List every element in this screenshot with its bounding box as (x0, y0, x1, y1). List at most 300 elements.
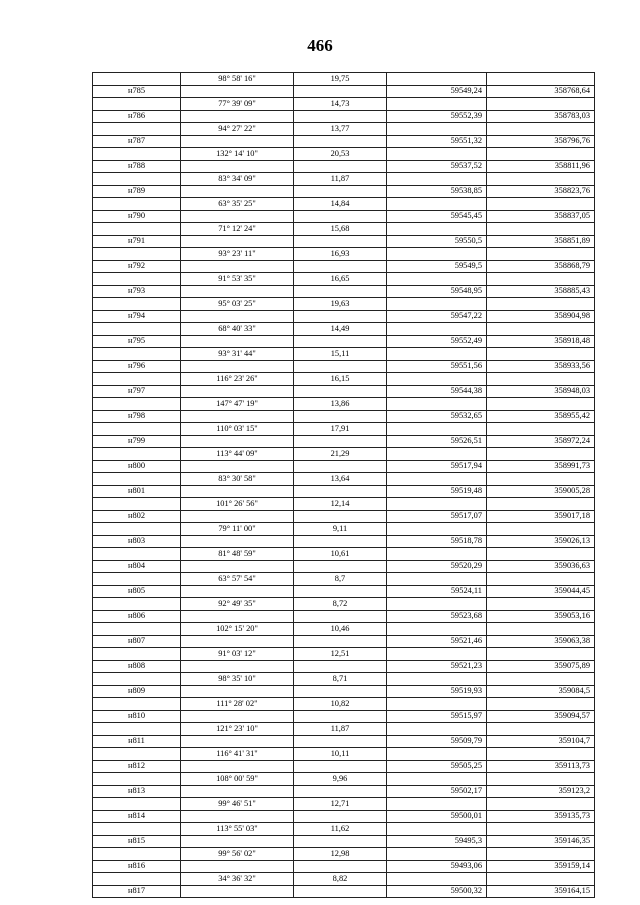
angle-cell: 77° 39' 09" (181, 98, 294, 111)
x-coordinate-cell: 59549,5 (387, 260, 487, 273)
y-cell (487, 748, 595, 761)
point-cell (93, 498, 181, 511)
segment-row (93, 398, 595, 411)
point-cell (93, 248, 181, 261)
point-row (93, 135, 595, 148)
distance-cell: 17,91 (294, 423, 387, 436)
y-cell (487, 548, 595, 561)
x-cell (387, 673, 487, 686)
angle-cell: 91° 53' 35" (181, 273, 294, 286)
x-cell (387, 523, 487, 536)
x-coordinate-cell: 59500,32 (387, 885, 487, 898)
x-cell (387, 573, 487, 586)
angle-cell (181, 735, 294, 748)
y-coordinate-cell: 358868,79 (487, 260, 595, 273)
x-coordinate-cell: 59509,79 (387, 735, 487, 748)
distance-cell (294, 235, 387, 248)
distance-cell (294, 860, 387, 873)
y-cell (487, 398, 595, 411)
x-coordinate-cell: 59547,22 (387, 310, 487, 323)
distance-cell: 15,11 (294, 348, 387, 361)
point-row (93, 85, 595, 98)
angle-cell: 102° 15' 20" (181, 623, 294, 636)
angle-cell: 113° 55' 03" (181, 823, 294, 836)
point-name-cell: н796 (93, 360, 181, 373)
point-cell (93, 773, 181, 786)
angle-cell (181, 410, 294, 423)
point-row (93, 460, 595, 473)
point-cell (93, 473, 181, 486)
point-cell (93, 448, 181, 461)
angle-cell (181, 685, 294, 698)
y-coordinate-cell: 358904,98 (487, 310, 595, 323)
x-cell (387, 473, 487, 486)
point-cell (93, 173, 181, 186)
segment-row (93, 773, 595, 786)
point-cell (93, 73, 181, 86)
x-coordinate-cell: 59524,11 (387, 585, 487, 598)
segment-row (93, 873, 595, 886)
distance-cell: 19,75 (294, 73, 387, 86)
angle-cell: 63° 35' 25" (181, 198, 294, 211)
y-cell (487, 598, 595, 611)
y-cell (487, 673, 595, 686)
y-coordinate-cell: 358783,03 (487, 110, 595, 123)
x-cell (387, 873, 487, 886)
distance-cell (294, 310, 387, 323)
point-cell (93, 698, 181, 711)
point-name-cell: н786 (93, 110, 181, 123)
y-cell (487, 198, 595, 211)
point-row (93, 335, 595, 348)
segment-row (93, 673, 595, 686)
distance-cell (294, 360, 387, 373)
x-cell (387, 848, 487, 861)
point-cell (93, 298, 181, 311)
x-coordinate-cell: 59532,65 (387, 410, 487, 423)
distance-cell (294, 335, 387, 348)
distance-cell (294, 460, 387, 473)
x-cell (387, 548, 487, 561)
y-cell (487, 823, 595, 836)
segment-row (93, 598, 595, 611)
point-row (93, 260, 595, 273)
y-cell (487, 873, 595, 886)
x-cell (387, 173, 487, 186)
point-cell (93, 748, 181, 761)
page-number: 466 (307, 36, 333, 55)
point-row (93, 160, 595, 173)
y-coordinate-cell: 359113,73 (487, 760, 595, 773)
distance-cell: 13,86 (294, 398, 387, 411)
distance-cell: 14,73 (294, 98, 387, 111)
y-coordinate-cell: 359063,38 (487, 635, 595, 648)
point-cell (93, 123, 181, 136)
x-cell (387, 123, 487, 136)
x-coordinate-cell: 59518,78 (387, 535, 487, 548)
point-name-cell: н800 (93, 460, 181, 473)
y-cell (487, 798, 595, 811)
x-cell (387, 298, 487, 311)
angle-cell (181, 235, 294, 248)
angle-cell: 110° 03' 15" (181, 423, 294, 436)
distance-cell: 12,71 (294, 798, 387, 811)
point-name-cell: н817 (93, 885, 181, 898)
x-cell (387, 373, 487, 386)
x-coordinate-cell: 59519,93 (387, 685, 487, 698)
x-coordinate-cell: 59493,06 (387, 860, 487, 873)
segment-row (93, 548, 595, 561)
angle-cell (181, 435, 294, 448)
y-cell (487, 648, 595, 661)
point-row (93, 435, 595, 448)
x-coordinate-cell: 59551,56 (387, 360, 487, 373)
angle-cell: 108° 00' 59" (181, 773, 294, 786)
y-coordinate-cell: 358933,56 (487, 360, 595, 373)
x-cell (387, 448, 487, 461)
point-name-cell: н806 (93, 610, 181, 623)
angle-cell: 99° 56' 02" (181, 848, 294, 861)
distance-cell: 12,14 (294, 498, 387, 511)
x-coordinate-cell: 59550,5 (387, 235, 487, 248)
distance-cell: 16,65 (294, 273, 387, 286)
y-coordinate-cell: 359146,35 (487, 835, 595, 848)
angle-cell (181, 710, 294, 723)
y-coordinate-cell: 359123,2 (487, 785, 595, 798)
point-name-cell: н811 (93, 735, 181, 748)
angle-cell (181, 535, 294, 548)
point-cell (93, 848, 181, 861)
distance-cell (294, 85, 387, 98)
x-coordinate-cell: 59551,32 (387, 135, 487, 148)
angle-cell (181, 885, 294, 898)
point-name-cell: н809 (93, 685, 181, 698)
distance-cell: 15,68 (294, 223, 387, 236)
x-cell (387, 348, 487, 361)
point-row (93, 885, 595, 898)
x-cell (387, 148, 487, 161)
point-cell (93, 273, 181, 286)
x-coordinate-cell: 59523,68 (387, 610, 487, 623)
point-cell (93, 423, 181, 436)
segment-row (93, 248, 595, 261)
segment-row (93, 323, 595, 336)
coordinates-table (92, 72, 595, 898)
x-cell (387, 773, 487, 786)
distance-cell: 13,77 (294, 123, 387, 136)
x-coordinate-cell: 59505,25 (387, 760, 487, 773)
y-cell (487, 773, 595, 786)
x-coordinate-cell: 59502,17 (387, 785, 487, 798)
point-row (93, 585, 595, 598)
x-coordinate-cell: 59552,49 (387, 335, 487, 348)
y-coordinate-cell: 358918,48 (487, 335, 595, 348)
x-cell (387, 748, 487, 761)
x-coordinate-cell: 59520,29 (387, 560, 487, 573)
distance-cell: 10,61 (294, 548, 387, 561)
point-cell (93, 598, 181, 611)
y-cell (487, 473, 595, 486)
x-cell (387, 648, 487, 661)
angle-cell (181, 585, 294, 598)
distance-cell (294, 435, 387, 448)
distance-cell (294, 210, 387, 223)
distance-cell (294, 535, 387, 548)
point-row (93, 610, 595, 623)
point-name-cell: н802 (93, 510, 181, 523)
distance-cell (294, 560, 387, 573)
x-coordinate-cell: 59545,45 (387, 210, 487, 223)
x-cell (387, 223, 487, 236)
point-row (93, 535, 595, 548)
segment-row (93, 823, 595, 836)
angle-cell: 132° 14' 10" (181, 148, 294, 161)
point-cell (93, 348, 181, 361)
segment-row (93, 273, 595, 286)
distance-cell (294, 760, 387, 773)
angle-cell (181, 260, 294, 273)
x-cell (387, 73, 487, 86)
distance-cell: 11,87 (294, 723, 387, 736)
distance-cell (294, 410, 387, 423)
point-name-cell: н810 (93, 710, 181, 723)
angle-cell (181, 185, 294, 198)
point-cell (93, 573, 181, 586)
y-cell (487, 123, 595, 136)
distance-cell: 13,64 (294, 473, 387, 486)
point-name-cell: н812 (93, 760, 181, 773)
y-coordinate-cell: 359005,28 (487, 485, 595, 498)
angle-cell: 111° 28' 02" (181, 698, 294, 711)
angle-cell: 91° 03' 12" (181, 648, 294, 661)
point-row (93, 235, 595, 248)
angle-cell: 113° 44' 09" (181, 448, 294, 461)
y-coordinate-cell: 359135,73 (487, 810, 595, 823)
angle-cell: 93° 23' 11" (181, 248, 294, 261)
segment-row (93, 648, 595, 661)
distance-cell: 10,11 (294, 748, 387, 761)
point-name-cell: н816 (93, 860, 181, 873)
point-row (93, 785, 595, 798)
angle-cell (181, 760, 294, 773)
x-cell (387, 798, 487, 811)
point-name-cell: н792 (93, 260, 181, 273)
point-row (93, 485, 595, 498)
distance-cell: 16,15 (294, 373, 387, 386)
point-name-cell: н798 (93, 410, 181, 423)
y-cell (487, 723, 595, 736)
x-cell (387, 723, 487, 736)
angle-cell: 71° 12' 24" (181, 223, 294, 236)
point-row (93, 860, 595, 873)
x-cell (387, 323, 487, 336)
y-coordinate-cell: 359159,14 (487, 860, 595, 873)
y-coordinate-cell: 359094,57 (487, 710, 595, 723)
distance-cell (294, 260, 387, 273)
distance-cell (294, 110, 387, 123)
y-coordinate-cell: 359164,15 (487, 885, 595, 898)
x-cell (387, 823, 487, 836)
angle-cell (181, 610, 294, 623)
point-row (93, 835, 595, 848)
distance-cell: 19,63 (294, 298, 387, 311)
x-cell (387, 398, 487, 411)
point-row (93, 635, 595, 648)
point-cell (93, 323, 181, 336)
point-cell (93, 798, 181, 811)
angle-cell: 92° 49' 35" (181, 598, 294, 611)
y-cell (487, 698, 595, 711)
y-cell (487, 373, 595, 386)
y-cell (487, 73, 595, 86)
y-coordinate-cell: 359075,89 (487, 660, 595, 673)
angle-cell: 83° 30' 58" (181, 473, 294, 486)
angle-cell: 95° 03' 25" (181, 298, 294, 311)
point-cell (93, 98, 181, 111)
segment-row (93, 73, 595, 86)
point-row (93, 285, 595, 298)
distance-cell: 14,49 (294, 323, 387, 336)
y-cell (487, 248, 595, 261)
distance-cell (294, 660, 387, 673)
distance-cell: 8,72 (294, 598, 387, 611)
point-cell (93, 648, 181, 661)
point-name-cell: н807 (93, 635, 181, 648)
y-cell (487, 173, 595, 186)
x-coordinate-cell: 59552,39 (387, 110, 487, 123)
distance-cell (294, 285, 387, 298)
point-name-cell: н803 (93, 535, 181, 548)
angle-cell: 68° 40' 33" (181, 323, 294, 336)
distance-cell: 11,62 (294, 823, 387, 836)
distance-cell: 8,71 (294, 673, 387, 686)
x-cell (387, 598, 487, 611)
point-row (93, 360, 595, 373)
point-name-cell: н785 (93, 85, 181, 98)
y-coordinate-cell: 358955,42 (487, 410, 595, 423)
angle-cell (181, 110, 294, 123)
angle-cell: 83° 34' 09" (181, 173, 294, 186)
y-cell (487, 148, 595, 161)
point-name-cell: н805 (93, 585, 181, 598)
y-coordinate-cell: 358768,64 (487, 85, 595, 98)
angle-cell (181, 160, 294, 173)
x-cell (387, 498, 487, 511)
angle-cell: 98° 58' 16" (181, 73, 294, 86)
y-coordinate-cell: 358991,73 (487, 460, 595, 473)
y-cell (487, 98, 595, 111)
angle-cell (181, 485, 294, 498)
distance-cell: 20,53 (294, 148, 387, 161)
y-coordinate-cell: 358948,03 (487, 385, 595, 398)
y-cell (487, 223, 595, 236)
angle-cell: 79° 11' 00" (181, 523, 294, 536)
x-coordinate-cell: 59495,3 (387, 835, 487, 848)
x-coordinate-cell: 59549,24 (387, 85, 487, 98)
segment-row (93, 373, 595, 386)
angle-cell (181, 360, 294, 373)
angle-cell (181, 810, 294, 823)
point-cell (93, 373, 181, 386)
point-row (93, 310, 595, 323)
distance-cell (294, 485, 387, 498)
distance-cell (294, 385, 387, 398)
x-cell (387, 698, 487, 711)
x-coordinate-cell: 59517,07 (387, 510, 487, 523)
distance-cell: 12,98 (294, 848, 387, 861)
x-cell (387, 98, 487, 111)
point-cell (93, 673, 181, 686)
distance-cell (294, 635, 387, 648)
distance-cell: 9,96 (294, 773, 387, 786)
x-cell (387, 248, 487, 261)
segment-row (93, 423, 595, 436)
point-row (93, 110, 595, 123)
y-cell (487, 523, 595, 536)
distance-cell: 8,82 (294, 873, 387, 886)
point-cell (93, 548, 181, 561)
angle-cell (181, 85, 294, 98)
distance-cell (294, 810, 387, 823)
point-cell (93, 623, 181, 636)
distance-cell: 14,84 (294, 198, 387, 211)
point-name-cell: н799 (93, 435, 181, 448)
point-row (93, 560, 595, 573)
point-name-cell: н797 (93, 385, 181, 398)
angle-cell: 121° 23' 10" (181, 723, 294, 736)
segment-row (93, 523, 595, 536)
x-coordinate-cell: 59521,46 (387, 635, 487, 648)
point-row (93, 410, 595, 423)
angle-cell: 94° 27' 22" (181, 123, 294, 136)
angle-cell: 147° 47' 19" (181, 398, 294, 411)
point-cell (93, 223, 181, 236)
distance-cell: 10,46 (294, 623, 387, 636)
point-name-cell: н815 (93, 835, 181, 848)
y-cell (487, 273, 595, 286)
angle-cell: 98° 35' 10" (181, 673, 294, 686)
point-name-cell: н794 (93, 310, 181, 323)
y-cell (487, 423, 595, 436)
x-cell (387, 273, 487, 286)
y-coordinate-cell: 359044,45 (487, 585, 595, 598)
point-name-cell: н804 (93, 560, 181, 573)
distance-cell: 10,82 (294, 698, 387, 711)
segment-row (93, 148, 595, 161)
y-coordinate-cell: 358851,89 (487, 235, 595, 248)
angle-cell (181, 560, 294, 573)
y-coordinate-cell: 358885,43 (487, 285, 595, 298)
coordinates-table-body (93, 73, 595, 898)
point-name-cell: н813 (93, 785, 181, 798)
distance-cell (294, 585, 387, 598)
y-cell (487, 848, 595, 861)
x-coordinate-cell: 59544,38 (387, 385, 487, 398)
point-cell (93, 148, 181, 161)
point-cell (93, 723, 181, 736)
segment-row (93, 448, 595, 461)
x-cell (387, 423, 487, 436)
y-coordinate-cell: 359053,16 (487, 610, 595, 623)
segment-row (93, 748, 595, 761)
distance-cell: 11,87 (294, 173, 387, 186)
y-cell (487, 448, 595, 461)
distance-cell (294, 685, 387, 698)
distance-cell (294, 510, 387, 523)
y-coordinate-cell: 359017,18 (487, 510, 595, 523)
point-name-cell: н808 (93, 660, 181, 673)
point-name-cell: н788 (93, 160, 181, 173)
